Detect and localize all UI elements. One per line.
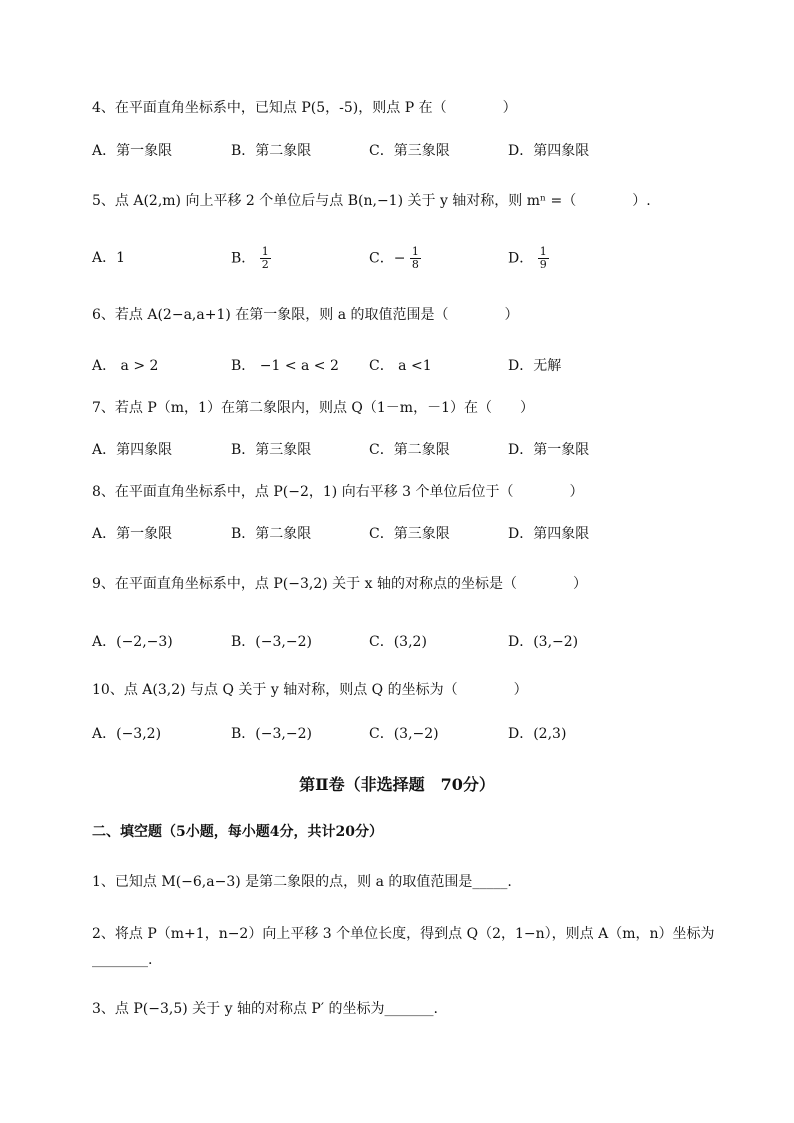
fill-question-3: 3、点 P(−3,5) 关于 y 轴的对称点 P′ 的坐标为_______. — [92, 1001, 438, 1017]
option-a: A．第一象限 — [92, 526, 173, 542]
question-9-options — [92, 630, 732, 660]
option-c: C． a <1 — [369, 358, 432, 374]
option-c — [369, 246, 421, 271]
option-label: C．− — [369, 250, 406, 267]
option-d: D．第四象限 — [508, 143, 590, 159]
denominator: 2 — [261, 258, 269, 271]
option-a: A．第四象限 — [92, 442, 173, 458]
option-c: C．第三象限 — [369, 143, 450, 159]
option-b: B． −1 < a < 2 — [231, 358, 339, 374]
option-c: C．第三象限 — [369, 526, 450, 542]
question-10-stem: 10、点 A(3,2) 与点 Q 关于 y 轴对称，则点 Q 的坐标为（ ） — [92, 682, 528, 698]
question-8-options — [92, 522, 732, 552]
option-a: A．第一象限 — [92, 143, 173, 159]
question-6-options — [92, 354, 732, 384]
option-b: B．(−3,−2) — [231, 634, 312, 650]
option-d — [508, 246, 549, 271]
denominator: 9 — [539, 258, 547, 271]
question-4-stem: 4、在平面直角坐标系中，已知点 P(5，-5)，则点 P 在（ ） — [92, 100, 517, 116]
option-b: B．第三象限 — [231, 442, 312, 458]
option-d: D．第一象限 — [508, 442, 590, 458]
option-d: D．(2,3) — [508, 726, 567, 742]
option-b: B．第二象限 — [231, 526, 312, 542]
option-a: A．(−2,−3) — [92, 634, 173, 650]
option-b: B．第二象限 — [231, 143, 312, 159]
question-5-options — [92, 246, 732, 276]
option-c: C．(3,−2) — [369, 726, 439, 742]
option-label: D． — [508, 250, 534, 267]
option-d: D．无解 — [508, 358, 562, 374]
question-8-stem: 8、在平面直角坐标系中，点 P(−2，1) 向右平移 3 个单位后位于（ ） — [92, 484, 584, 500]
option-a: A． a > 2 — [92, 358, 159, 374]
question-9-stem: 9、在平面直角坐标系中，点 P(−3,2) 关于 x 轴的对称点的坐标是（ ） — [92, 576, 587, 592]
option-b — [231, 246, 271, 271]
option-c: C．(3,2) — [369, 634, 427, 650]
option-a: A．1 — [92, 250, 126, 266]
question-6-stem: 6、若点 A(2−a,a+1) 在第一象限，则 a 的取值范围是（ ） — [92, 307, 519, 323]
option-d: D．(3,−2) — [508, 634, 579, 650]
fill-question-2: 2、将点 P（m+1，n−2）向上平移 3 个单位长度，得到点 Q（2，1−n），则点 A（m，n）坐标为 — [92, 926, 715, 942]
option-b: B．(−3,−2) — [231, 726, 312, 742]
section-heading: 二、填空题（5小题，每小题4分，共计20分） — [92, 824, 383, 840]
numerator: 1 — [411, 245, 419, 258]
fraction — [410, 246, 421, 271]
question-4-options — [92, 139, 732, 169]
fraction — [260, 246, 271, 271]
numerator: 1 — [539, 245, 547, 258]
option-c: C．第二象限 — [369, 442, 450, 458]
option-label: B． — [231, 250, 256, 267]
question-5-stem: 5、点 A(2,m) 向上平移 2 个单位后与点 B(n,−1) 关于 y 轴对称，则 mⁿ =（ ）. — [92, 193, 651, 209]
fill-question-2-blank: ________. — [92, 952, 153, 968]
fraction — [538, 246, 549, 271]
question-10-options — [92, 722, 732, 752]
question-7-options — [92, 438, 732, 468]
option-a: A．(−3,2) — [92, 726, 162, 742]
denominator: 8 — [411, 258, 419, 271]
question-7-stem: 7、若点 P（m，1）在第二象限内，则点 Q（1－m，－1）在（ ） — [92, 400, 534, 416]
option-d: D．第四象限 — [508, 526, 590, 542]
fill-question-1: 1、已知点 M(−6,a−3) 是第二象限的点，则 a 的取值范围是_____. — [92, 874, 512, 890]
part-2-title: 第Ⅱ卷（非选择题 70分） — [299, 775, 495, 794]
numerator: 1 — [261, 245, 269, 258]
